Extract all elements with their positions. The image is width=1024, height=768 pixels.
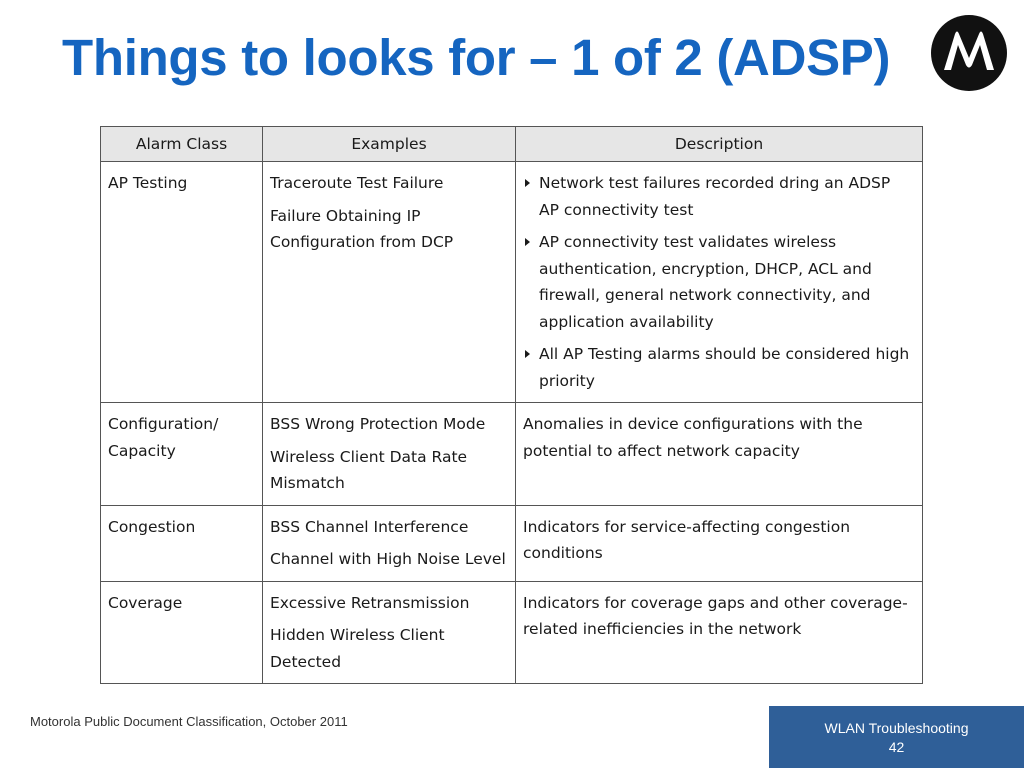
example-item: Hidden Wireless Client Detected: [270, 626, 445, 671]
header-alarm-class: Alarm Class: [101, 127, 263, 162]
alarm-class-cell: AP Testing: [101, 162, 263, 403]
example-item: Failure Obtaining IP Configuration from DCP: [270, 206, 454, 251]
bullet-triangle-icon: [525, 179, 530, 187]
example-item: Channel with High Noise Level: [270, 550, 506, 568]
example-item: Wireless Client Data Rate Mismatch: [270, 447, 468, 492]
example-item: BSS Channel Interference: [270, 517, 469, 536]
description-cell: Indicators for coverage gaps and other coverage-related inefficiencies in the network: [516, 581, 923, 684]
description-bullet: [523, 170, 915, 223]
description-cell: Indicators for service-affecting congestion conditions: [516, 505, 923, 581]
description-cell: Anomalies in device configurations with the potential to affect network capacity: [516, 403, 923, 506]
footer-page-number: 42: [888, 739, 905, 755]
footer-course-title: WLAN Troubleshooting: [824, 720, 969, 736]
alarm-class-table: [100, 126, 923, 684]
header-examples: Examples: [263, 127, 516, 162]
footer-classification: Motorola Public Document Classification, October 2011: [30, 714, 348, 729]
slide-title: Things to looks for – 1 of 2 (ADSP): [62, 29, 891, 86]
alarm-class-cell: Configuration/ Capacity: [101, 403, 263, 506]
bullet-text: AP connectivity test validates wireless authentication, encryption, DHCP, ACL and firewall, general network connectivity, and application availability: [539, 233, 872, 331]
example-item: Excessive Retransmission: [270, 593, 470, 612]
description-cell: [516, 162, 923, 403]
bullet-triangle-icon: [525, 350, 530, 358]
motorola-logo-icon: [931, 15, 1007, 91]
examples-cell: [263, 581, 516, 684]
alarm-class-cell: Congestion: [101, 505, 263, 581]
table-row: [101, 162, 923, 403]
table-header-row: [101, 127, 923, 162]
table-row: [101, 403, 923, 506]
table-row: [101, 581, 923, 684]
example-item: Traceroute Test Failure: [270, 174, 444, 192]
description-bullet: [523, 229, 915, 335]
header-description: Description: [516, 127, 923, 162]
examples-cell: [263, 505, 516, 581]
footer-course-box: [769, 706, 1024, 768]
bullet-text: All AP Testing alarms should be considered high priority: [539, 345, 910, 390]
bullet-text: Network test failures recorded dring an ADSP AP connectivity test: [539, 174, 891, 219]
example-item: BSS Wrong Protection Mode: [270, 415, 486, 433]
bullet-triangle-icon: [525, 238, 530, 246]
table-row: [101, 505, 923, 581]
description-bullet: [523, 341, 915, 394]
examples-cell: [263, 403, 516, 506]
alarm-class-cell: Coverage: [101, 581, 263, 684]
examples-cell: [263, 162, 516, 403]
